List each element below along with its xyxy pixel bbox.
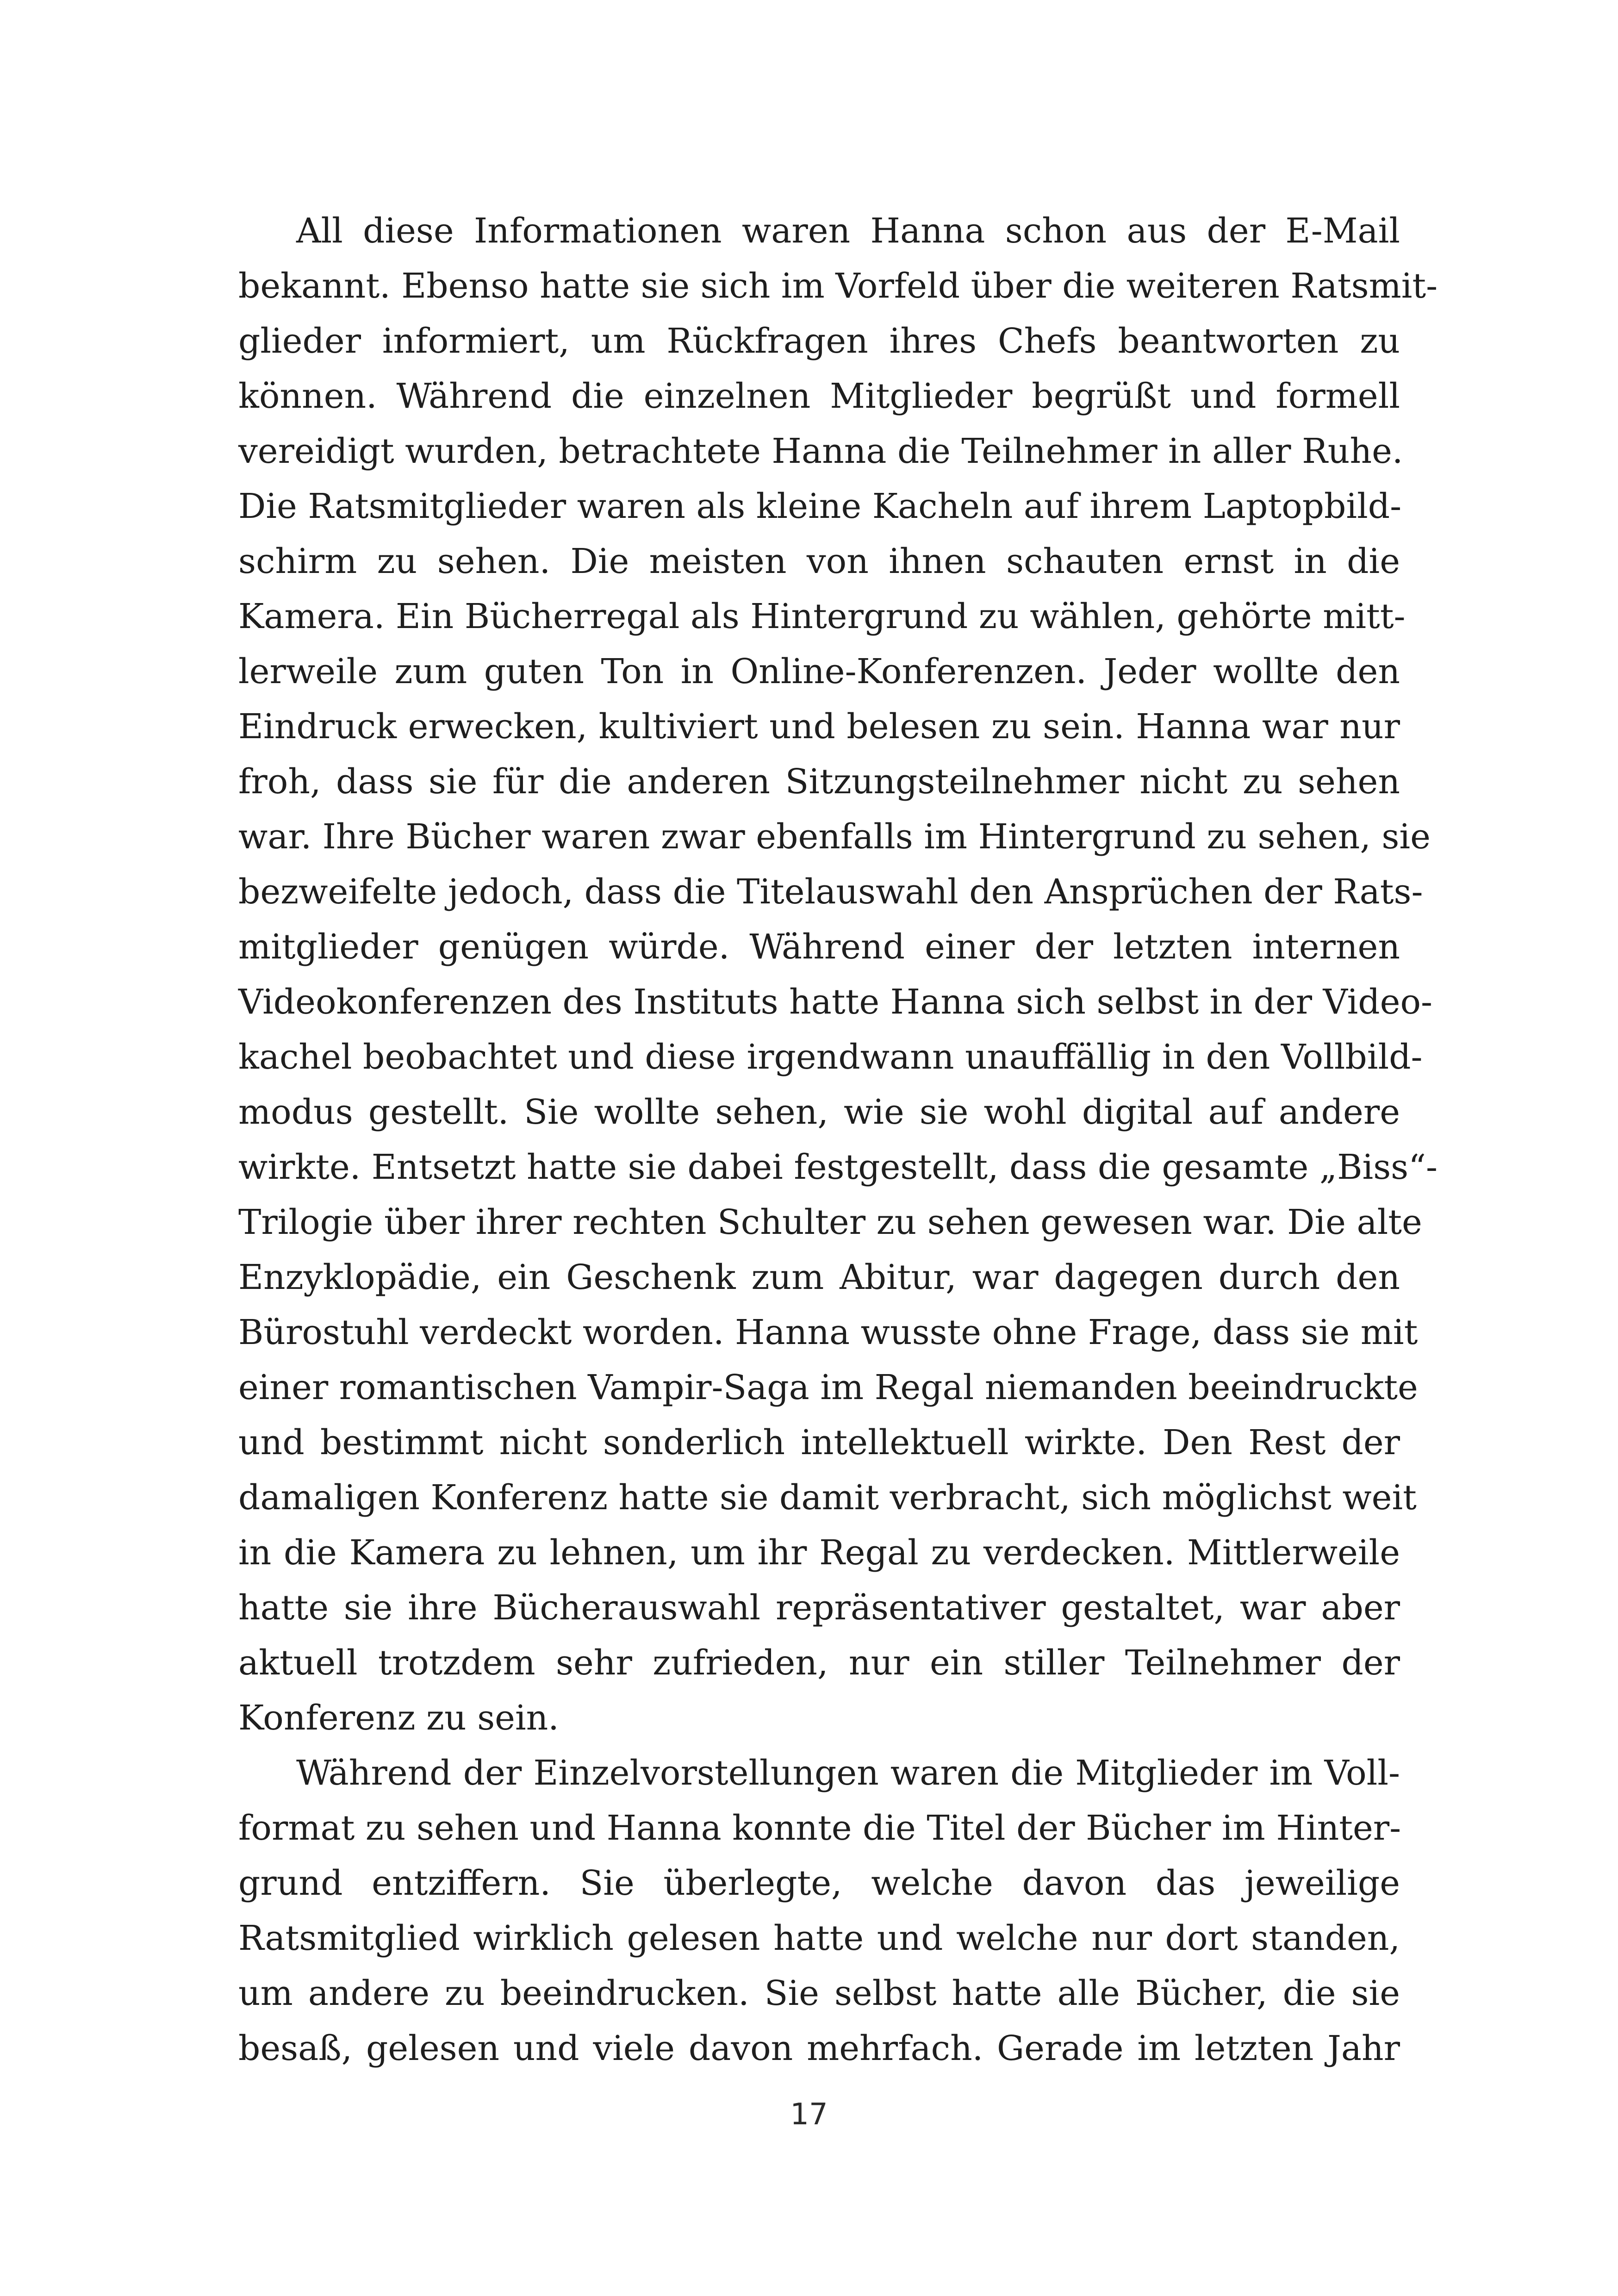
- text-line: Trilogie über ihrer rechten Schulter zu sehen gewesen war. Die alte: [238, 1202, 1422, 1242]
- body-text: [238, 204, 1438, 2076]
- text-line: Während der Einzelvorstellungen waren die Mitglieder im Voll-: [296, 1753, 1400, 1793]
- text-line: hatte sie ihre Bücherauswahl repräsentativer gestaltet, war aber: [238, 1588, 1400, 1628]
- text-line: einer romantischen Vampir-Saga im Regal niemanden beeindruckte: [238, 1368, 1418, 1407]
- text-line: format zu sehen und Hanna konnte die Titel der Bücher im Hinter-: [238, 1808, 1401, 1848]
- text-line: Konferenz zu sein.: [238, 1698, 559, 1738]
- text-line: Eindruck erwecken, kultiviert und belesen zu sein. Hanna war nur: [238, 707, 1400, 747]
- text-line: All diese Informationen waren Hanna schon aus der E-Mail: [296, 211, 1400, 251]
- text-line: vereidigt wurden, betrachtete Hanna die Teilnehmer in aller Ruhe.: [238, 431, 1403, 471]
- text-line: wirkte. Entsetzt hatte sie dabei festgestellt, dass die gesamte „Biss“-: [238, 1147, 1438, 1187]
- text-line: Die Ratsmitglieder waren als kleine Kacheln auf ihrem Laptopbild-: [238, 486, 1402, 526]
- text-line: Videokonferenzen des Instituts hatte Hanna sich selbst in der Video-: [238, 982, 1433, 1022]
- text-line: lerweile zum guten Ton in Online-Konferenzen. Jeder wollte den: [238, 652, 1400, 691]
- text-line: bekannt. Ebenso hatte sie sich im Vorfeld über die weiteren Ratsmit-: [238, 266, 1438, 306]
- text-line: kachel beobachtet und diese irgendwann unauffällig in den Vollbild-: [238, 1037, 1423, 1077]
- text-line: Enzyklopädie, ein Geschenk zum Abitur, war dagegen durch den: [238, 1257, 1400, 1297]
- text-line: können. Während die einzelnen Mitglieder begrüßt und formell: [238, 376, 1400, 416]
- text-line: besaß, gelesen und viele davon mehrfach. Gerade im letzten Jahr: [238, 2028, 1400, 2068]
- text-line: war. Ihre Bücher waren zwar ebenfalls im Hintergrund zu sehen, sie: [238, 817, 1431, 857]
- text-line: glieder informiert, um Rückfragen ihres Chefs beantworten zu: [238, 321, 1400, 361]
- page-number: 17: [790, 2097, 828, 2132]
- text-line: modus gestellt. Sie wollte sehen, wie sie wohl digital auf andere: [238, 1092, 1400, 1132]
- text-line: Ratsmitglied wirklich gelesen hatte und welche nur dort standen,: [238, 1918, 1400, 1958]
- text-line: grund entziffern. Sie überlegte, welche davon das jeweilige: [238, 1863, 1400, 1903]
- paragraph-2: [238, 1746, 1400, 2076]
- paragraph-1: [238, 204, 1438, 1746]
- text-line: damaligen Konferenz hatte sie damit verbracht, sich möglichst weit: [238, 1478, 1417, 1518]
- text-line: froh, dass sie für die anderen Sitzungsteilnehmer nicht zu sehen: [238, 762, 1400, 802]
- text-line: und bestimmt nicht sonderlich intellektuell wirkte. Den Rest der: [238, 1423, 1400, 1462]
- text-line: Kamera. Ein Bücherregal als Hintergrund zu wählen, gehörte mitt-: [238, 597, 1406, 636]
- text-line: aktuell trotzdem sehr zufrieden, nur ein stiller Teilnehmer der: [238, 1643, 1400, 1683]
- text-line: mitglieder genügen würde. Während einer der letzten internen: [238, 927, 1400, 967]
- text-line: um andere zu beeindrucken. Sie selbst hatte alle Bücher, die sie: [238, 1973, 1400, 2013]
- text-line: in die Kamera zu lehnen, um ihr Regal zu verdecken. Mittlerweile: [238, 1533, 1400, 1573]
- text-line: Bürostuhl verdeckt worden. Hanna wusste ohne Frage, dass sie mit: [238, 1313, 1418, 1352]
- text-line: schirm zu sehen. Die meisten von ihnen schauten ernst in die: [238, 541, 1400, 581]
- text-line: bezweifelte jedoch, dass die Titelauswahl den Ansprüchen der Rats-: [238, 872, 1423, 912]
